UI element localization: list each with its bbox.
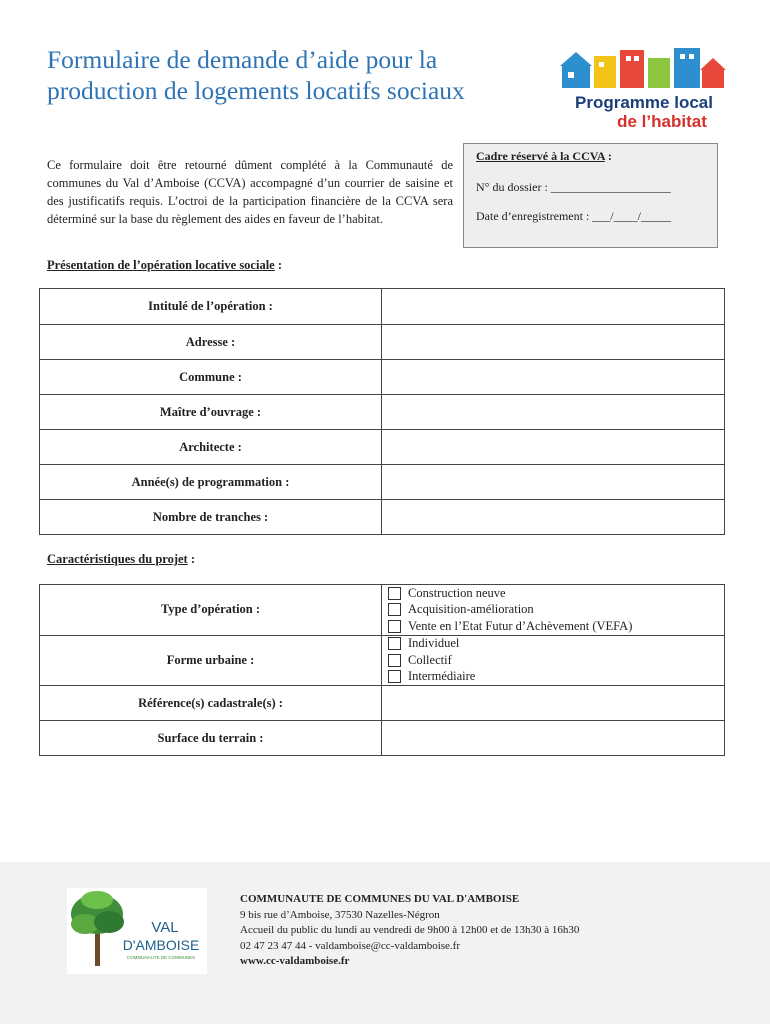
- footer-hours: Accueil du public du lundi au vendredi de 9h00 à 12h00 et de 13h30 à 16h30: [240, 924, 580, 936]
- option-intermediaire[interactable]: Intermédiaire: [382, 669, 724, 686]
- input-maitre-ouvrage[interactable]: [382, 395, 725, 430]
- checkbox[interactable]: [388, 654, 401, 667]
- intro-paragraph: Ce formulaire doit être retourné dûment complété à la Communauté de communes du Val d’Amboise (CCVA) accompagné d’un courrier de saisine et des justificatifs requis. L’octroi de la participation financière de la CCVA sera déterminé sur la base du règlement des aides en faveur de l’habitat.: [47, 158, 453, 226]
- projet-table: [39, 584, 725, 756]
- logo-val-line3: COMMUNAUTE DE COMMUNES: [126, 955, 196, 960]
- programme-local-habitat-logo: [552, 42, 732, 137]
- label-architecte: Architecte :: [40, 430, 382, 465]
- houses-icon: [560, 48, 726, 88]
- label-maitre-ouvrage: Maître d’ouvrage :: [40, 395, 382, 430]
- footer-website-link[interactable]: www.cc-valdamboise.fr: [240, 955, 350, 967]
- type-operation-options: [382, 585, 725, 636]
- ccva-box-title: Cadre réservé à la CCVA: [476, 149, 605, 163]
- option-acquisition[interactable]: Acquisition-amélioration: [382, 602, 724, 619]
- input-surface-terrain[interactable]: [382, 721, 725, 756]
- option-vefa[interactable]: Vente en l’Etat Futur d’Achèvement (VEFA): [382, 618, 724, 635]
- checkbox[interactable]: [388, 637, 401, 650]
- label-intitule: Intitulé de l’opération :: [40, 289, 382, 325]
- input-tranches[interactable]: [382, 500, 725, 535]
- input-reference-cadastrale[interactable]: [382, 686, 725, 721]
- ccva-reserved-box: Cadre réservé à la CCVA : N° du dossier : ____________________ Date d’enregistrement : ___/____/_____: [463, 143, 718, 248]
- input-intitule[interactable]: [382, 289, 725, 325]
- logo-val-line1: VAL: [151, 919, 179, 936]
- forme-urbaine-options: [382, 635, 725, 686]
- registration-date-field[interactable]: Date d’enregistrement : ___/____/_____: [476, 209, 671, 223]
- label-reference-cadastrale: Référence(s) cadastrale(s) :: [40, 686, 382, 721]
- footer-contact: [240, 892, 579, 970]
- checkbox[interactable]: [388, 603, 401, 616]
- dossier-number-field[interactable]: N° du dossier : ____________________: [476, 180, 671, 194]
- logo-line1: Programme local: [575, 93, 713, 112]
- label-surface-terrain: Surface du terrain :: [40, 721, 382, 756]
- checkbox[interactable]: [388, 670, 401, 683]
- checkbox[interactable]: [388, 620, 401, 633]
- label-type-operation: Type d’opération :: [40, 585, 382, 636]
- option-collectif[interactable]: Collectif: [382, 652, 724, 669]
- val-amboise-logo: [67, 888, 207, 974]
- input-adresse[interactable]: [382, 325, 725, 360]
- label-commune: Commune :: [40, 360, 382, 395]
- section-projet-title: Caractéristiques du projet :: [47, 552, 196, 566]
- label-adresse: Adresse :: [40, 325, 382, 360]
- input-architecte[interactable]: [382, 430, 725, 465]
- input-annee[interactable]: [382, 465, 725, 500]
- tree-icon: [71, 891, 124, 966]
- checkbox[interactable]: [388, 587, 401, 600]
- label-tranches: Nombre de tranches :: [40, 500, 382, 535]
- footer-address: 9 bis rue d’Amboise, 37530 Nazelles-Négron: [240, 908, 440, 921]
- footer-org: COMMUNAUTE DE COMMUNES DU VAL D'AMBOISE: [240, 893, 520, 905]
- operation-table: [39, 288, 725, 535]
- label-forme-urbaine: Forme urbaine :: [40, 635, 382, 686]
- section-operation-title: Présentation de l’opération locative sociale :: [47, 258, 283, 272]
- input-commune[interactable]: [382, 360, 725, 395]
- logo-line2: de l’habitat: [617, 112, 707, 131]
- label-annee: Année(s) de programmation :: [40, 465, 382, 500]
- footer-contact-line[interactable]: 02 47 23 47 44 - valdamboise@cc-valdamboise.fr: [240, 939, 460, 952]
- logo-val-line2: D'AMBOISE: [122, 937, 200, 953]
- option-construction-neuve[interactable]: Construction neuve: [382, 585, 724, 602]
- option-individuel[interactable]: Individuel: [382, 636, 724, 653]
- page-title: Formulaire de demande d’aide pour la production de logements locatifs sociaux: [47, 45, 465, 105]
